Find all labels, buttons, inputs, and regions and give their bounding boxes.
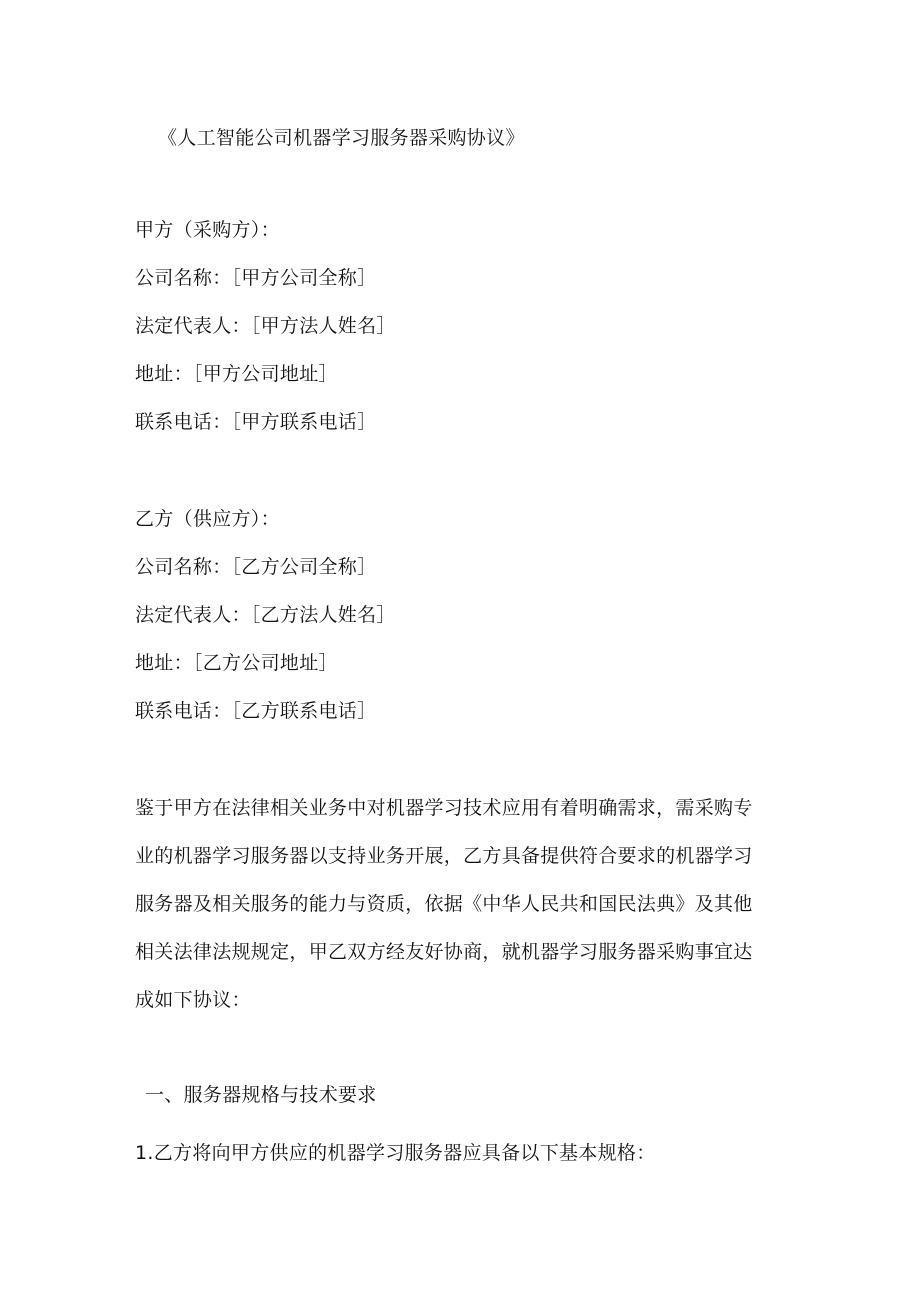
party-a-address: 地址：［甲方公司地址］	[135, 363, 338, 385]
party-b-address: 地址：［乙方公司地址］	[135, 652, 338, 674]
party-a-heading: 甲方（采购方）：	[135, 219, 280, 241]
party-a-phone: 联系电话：［甲方联系电话］	[135, 411, 377, 433]
party-b-heading: 乙方（供应方）：	[135, 508, 280, 530]
party-b-phone: 联系电话：［乙方联系电话］	[135, 700, 377, 722]
preamble-line-1: 鉴于甲方在法律相关业务中对机器学习技术应用有着明确需求，需采购专	[135, 797, 753, 819]
party-b-company-name: 公司名称：［乙方公司全称］	[135, 556, 377, 578]
section-1-item-1: 1.乙方将向甲方供应的机器学习服务器应具备以下基本规格：	[135, 1142, 656, 1164]
preamble-line-4: 相关法律法规规定，甲乙双方经友好协商，就机器学习服务器采购事宜达	[135, 941, 753, 963]
party-a-company-name: 公司名称：［甲方公司全称］	[135, 267, 377, 289]
preamble-line-5: 成如下协议：	[135, 989, 251, 1011]
party-a-legal-rep: 法定代表人：［甲方法人姓名］	[135, 315, 396, 337]
party-b-legal-rep: 法定代表人：［乙方法人姓名］	[135, 604, 396, 626]
section-1-heading: 一、服务器规格与技术要求	[145, 1084, 377, 1106]
document-title: 《人工智能公司机器学习服务器采购协议》	[158, 127, 525, 149]
preamble-line-3: 服务器及相关服务的能力与资质，依据《中华人民共和国民法典》及其他	[135, 893, 753, 915]
preamble-line-2: 业的机器学习服务器以支持业务开展，乙方具备提供符合要求的机器学习	[135, 845, 753, 867]
